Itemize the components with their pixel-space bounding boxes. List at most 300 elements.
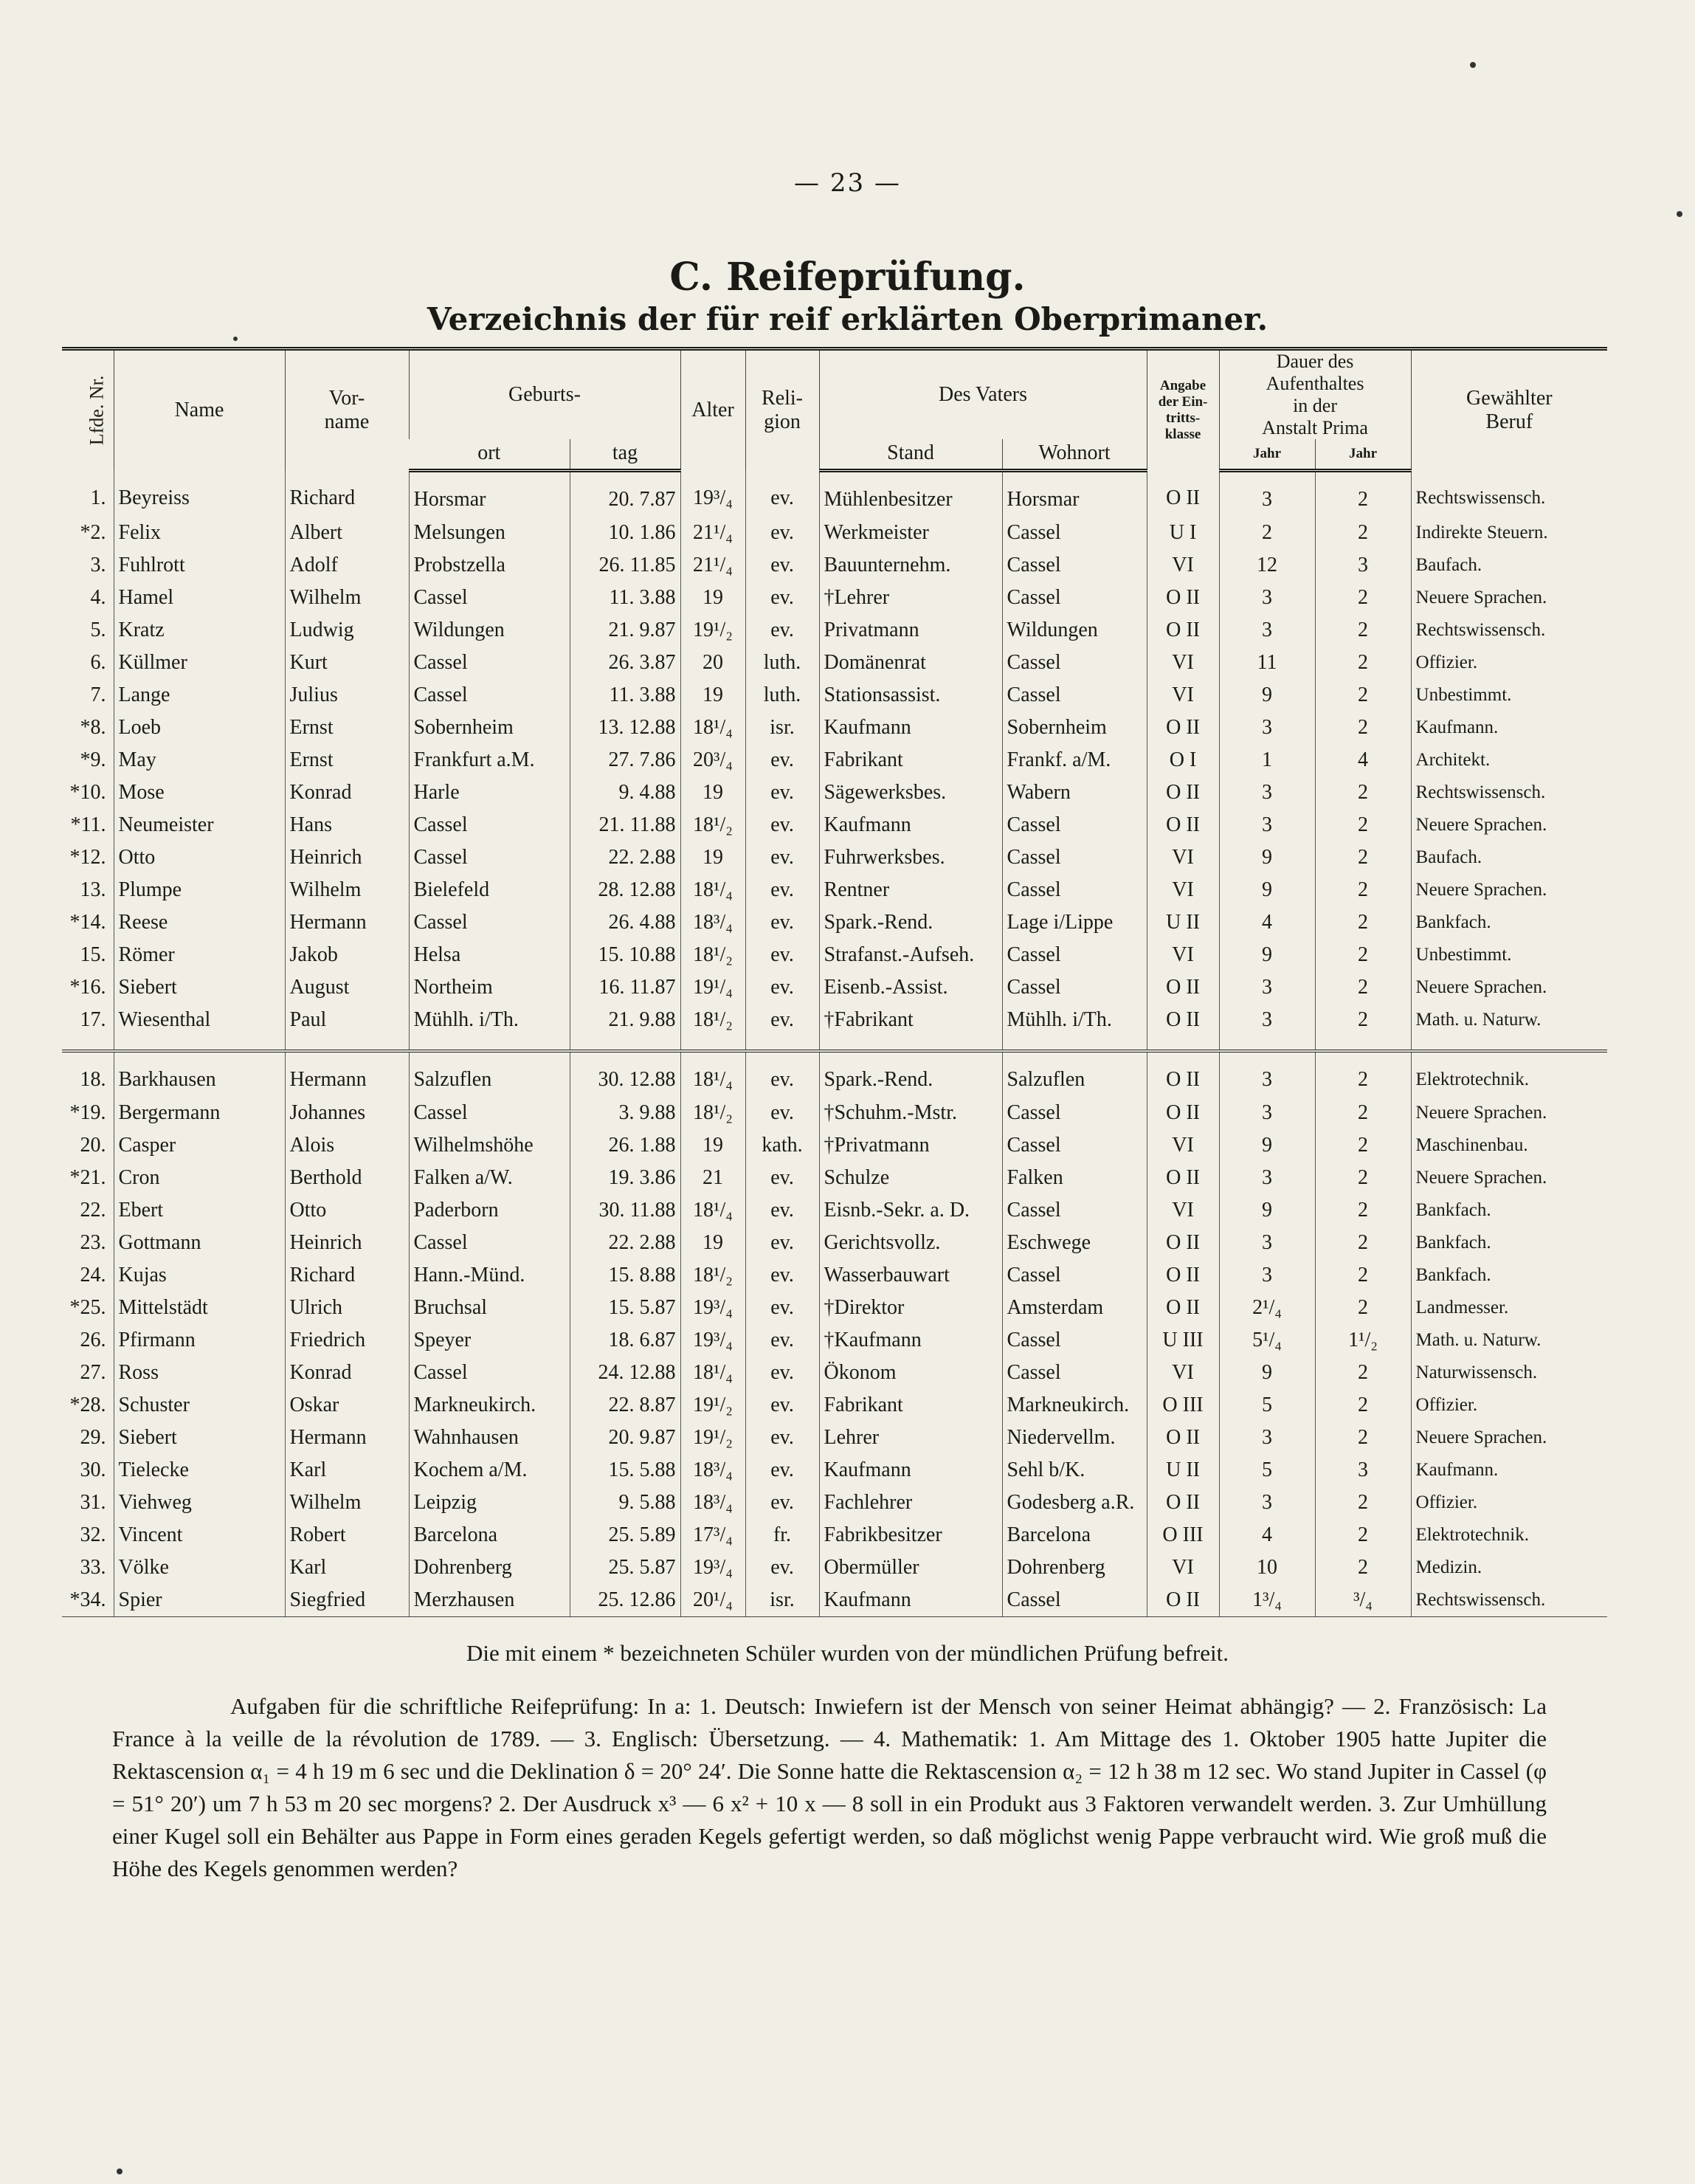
header-nr: Lfde. Nr. — [86, 375, 108, 446]
table-row — [62, 1004, 1607, 1036]
cell-tag: 9. 5.88 — [570, 1487, 680, 1519]
separator-cell — [1002, 1036, 1147, 1051]
table-row — [62, 1487, 1607, 1519]
cell-wohnort: Cassel — [1002, 647, 1147, 679]
cell-name: Casper — [114, 1129, 285, 1162]
cell-wohnort: Cassel — [1002, 809, 1147, 841]
cell-tag: 22. 8.87 — [570, 1389, 680, 1422]
cell-vorname: Berthold — [285, 1162, 409, 1194]
section-title: C. Reifeprüfung. — [669, 255, 1026, 300]
cell-rel: ev. — [745, 1227, 819, 1259]
cell-anstalt: 3 — [1219, 614, 1315, 647]
cell-beruf: Rechtswissensch. — [1411, 776, 1607, 809]
cell-rel: ev. — [745, 1422, 819, 1454]
cell-tag: 26. 4.88 — [570, 906, 680, 939]
cell-stand: †Lehrer — [819, 582, 1002, 614]
cell-beruf: Neuere Sprachen. — [1411, 971, 1607, 1004]
cell-beruf: Bankfach. — [1411, 1259, 1607, 1292]
cell-stand: Spark.-Rend. — [819, 1051, 1002, 1097]
cell-alter: 19 — [680, 776, 745, 809]
cell-anstalt: 9 — [1219, 874, 1315, 906]
cell-prima: 2 — [1315, 1357, 1411, 1389]
cell-tag: 20. 7.87 — [570, 470, 680, 517]
cell-wohnort: Eschwege — [1002, 1227, 1147, 1259]
cell-wohnort: Dohrenberg — [1002, 1551, 1147, 1584]
cell-prima: 2 — [1315, 614, 1411, 647]
cell-wohnort: Wabern — [1002, 776, 1147, 809]
cell-tag: 22. 2.88 — [570, 841, 680, 874]
cell-rel: ev. — [745, 1292, 819, 1324]
cell-stand: Eisenb.-Assist. — [819, 971, 1002, 1004]
cell-ort: Leipzig — [409, 1487, 570, 1519]
cell-nr: 31. — [80, 1490, 106, 1514]
cell-stand: †Schuhm.-Mstr. — [819, 1097, 1002, 1129]
cell-vorname: Adolf — [285, 549, 409, 582]
cell-beruf: Kaufmann. — [1411, 1454, 1607, 1487]
cell-name: Kratz — [114, 614, 285, 647]
cell-ort: Cassel — [409, 906, 570, 939]
cell-vorname: Konrad — [285, 1357, 409, 1389]
cell-alter: 21¹/₄ — [680, 517, 745, 549]
cell-alter: 18¹/₂ — [680, 1004, 745, 1036]
cell-wohnort: Lage i/Lippe — [1002, 906, 1147, 939]
cell-wohnort: Cassel — [1002, 517, 1147, 549]
cell-ort: Cassel — [409, 647, 570, 679]
cell-alter: 18³/₄ — [680, 1454, 745, 1487]
speck-mark — [1470, 62, 1476, 68]
cell-anstalt: 3 — [1219, 1162, 1315, 1194]
cell-alter: 21¹/₄ — [680, 549, 745, 582]
group-separator — [62, 1036, 1607, 1051]
separator-cell — [1411, 1036, 1607, 1051]
cell-tag: 26. 11.85 — [570, 549, 680, 582]
cell-stand: Kaufmann — [819, 712, 1002, 744]
cell-ort: Cassel — [409, 582, 570, 614]
cell-stand: Rentner — [819, 874, 1002, 906]
cell-wohnort: Cassel — [1002, 1097, 1147, 1129]
cell-stand: Fabrikant — [819, 1389, 1002, 1422]
cell-nr: *10. — [69, 780, 106, 804]
cell-anstalt: 1 — [1219, 744, 1315, 776]
cell-alter: 19³/₄ — [680, 1324, 745, 1357]
cell-vorname: Richard — [285, 1259, 409, 1292]
cell-klasse: O II — [1147, 1227, 1219, 1259]
cell-prima: ³/₄ — [1315, 1584, 1411, 1617]
cell-prima: 1¹/₂ — [1315, 1324, 1411, 1357]
cell-klasse: VI — [1147, 1194, 1219, 1227]
header-geburts: Geburts- — [409, 349, 680, 439]
cell-ort: Horsmar — [409, 470, 570, 517]
cell-tag: 22. 2.88 — [570, 1227, 680, 1259]
separator-cell — [1315, 1036, 1411, 1051]
cell-stand: Domänenrat — [819, 647, 1002, 679]
cell-tag: 25. 5.87 — [570, 1551, 680, 1584]
cell-wohnort: Cassel — [1002, 1194, 1147, 1227]
cell-prima: 2 — [1315, 1519, 1411, 1551]
cell-rel: ev. — [745, 906, 819, 939]
cell-name: Siebert — [114, 1422, 285, 1454]
cell-anstalt: 3 — [1219, 776, 1315, 809]
cell-ort: Probstzella — [409, 549, 570, 582]
cell-tag: 19. 3.86 — [570, 1162, 680, 1194]
cell-wohnort: Sehl b/K. — [1002, 1454, 1147, 1487]
header-dauer: Dauer des Aufenthaltes in der Anstalt Prima — [1219, 349, 1411, 439]
cell-name: Viehweg — [114, 1487, 285, 1519]
cell-prima: 2 — [1315, 809, 1411, 841]
cell-nr: *16. — [69, 975, 106, 999]
cell-alter: 21 — [680, 1162, 745, 1194]
cell-alter: 19¹/₄ — [680, 971, 745, 1004]
cell-vorname: Jakob — [285, 939, 409, 971]
cell-beruf: Kaufmann. — [1411, 712, 1607, 744]
cell-klasse: U II — [1147, 906, 1219, 939]
cell-stand: Stationsassist. — [819, 679, 1002, 712]
cell-alter: 18¹/₂ — [680, 1097, 745, 1129]
cell-tag: 28. 12.88 — [570, 874, 680, 906]
cell-rel: ev. — [745, 939, 819, 971]
table-row — [62, 971, 1607, 1004]
cell-stand: Mühlenbesitzer — [819, 470, 1002, 517]
cell-klasse: VI — [1147, 647, 1219, 679]
cell-ort: Melsungen — [409, 517, 570, 549]
cell-nr: 3. — [90, 553, 106, 576]
cell-klasse: VI — [1147, 939, 1219, 971]
cell-ort: Markneukirch. — [409, 1389, 570, 1422]
table-row — [62, 874, 1607, 906]
cell-alter: 18¹/₄ — [680, 1194, 745, 1227]
cell-stand: †Direktor — [819, 1292, 1002, 1324]
cell-beruf: Neuere Sprachen. — [1411, 1097, 1607, 1129]
cell-anstalt: 3 — [1219, 1422, 1315, 1454]
cell-stand: Bauunternehm. — [819, 549, 1002, 582]
cell-alter: 19¹/₂ — [680, 614, 745, 647]
cell-tag: 15. 5.88 — [570, 1454, 680, 1487]
cell-name: Reese — [114, 906, 285, 939]
cell-anstalt: 1³/₄ — [1219, 1584, 1315, 1617]
cell-prima: 2 — [1315, 647, 1411, 679]
cell-name: Hamel — [114, 582, 285, 614]
cell-rel: ev. — [745, 971, 819, 1004]
cell-alter: 19 — [680, 841, 745, 874]
separator-cell — [62, 1036, 114, 1051]
cell-alter: 20³/₄ — [680, 744, 745, 776]
cell-klasse: O II — [1147, 470, 1219, 517]
cell-anstalt: 12 — [1219, 549, 1315, 582]
cell-rel: ev. — [745, 776, 819, 809]
cell-prima: 2 — [1315, 1194, 1411, 1227]
cell-prima: 2 — [1315, 939, 1411, 971]
cell-stand: Fachlehrer — [819, 1487, 1002, 1519]
separator-cell — [819, 1036, 1002, 1051]
cell-anstalt: 4 — [1219, 1519, 1315, 1551]
cell-vorname: Albert — [285, 517, 409, 549]
cell-rel: ev. — [745, 1454, 819, 1487]
cell-beruf: Neuere Sprachen. — [1411, 874, 1607, 906]
cell-nr: *25. — [69, 1295, 106, 1319]
table-row — [62, 906, 1607, 939]
cell-name: Lange — [114, 679, 285, 712]
table-row — [62, 841, 1607, 874]
cell-klasse: U I — [1147, 517, 1219, 549]
cell-name: Ebert — [114, 1194, 285, 1227]
cell-tag: 15. 5.87 — [570, 1292, 680, 1324]
cell-name: Römer — [114, 939, 285, 971]
cell-wohnort: Cassel — [1002, 971, 1147, 1004]
cell-ort: Barcelona — [409, 1519, 570, 1551]
speck-mark — [117, 2169, 122, 2174]
header-beruf: Gewählter Beruf — [1411, 349, 1607, 471]
cell-rel: kath. — [745, 1129, 819, 1162]
cell-klasse: O I — [1147, 744, 1219, 776]
cell-klasse: VI — [1147, 679, 1219, 712]
header-jahr-prima: Jahr — [1315, 439, 1411, 471]
cell-vorname: Konrad — [285, 776, 409, 809]
cell-alter: 18¹/₄ — [680, 874, 745, 906]
cell-anstalt: 3 — [1219, 809, 1315, 841]
cell-vorname: Heinrich — [285, 1227, 409, 1259]
cell-vorname: Julius — [285, 679, 409, 712]
cell-beruf: Elektrotechnik. — [1411, 1519, 1607, 1551]
cell-nr: 32. — [80, 1523, 106, 1546]
cell-prima: 2 — [1315, 1004, 1411, 1036]
separator-cell — [745, 1036, 819, 1051]
cell-alter: 20 — [680, 647, 745, 679]
cell-ort: Speyer — [409, 1324, 570, 1357]
cell-anstalt: 3 — [1219, 1051, 1315, 1097]
cell-klasse: VI — [1147, 1129, 1219, 1162]
cell-vorname: Robert — [285, 1519, 409, 1551]
cell-stand: Spark.-Rend. — [819, 906, 1002, 939]
cell-stand: Fuhrwerksbes. — [819, 841, 1002, 874]
cell-beruf: Neuere Sprachen. — [1411, 1422, 1607, 1454]
cell-rel: ev. — [745, 1097, 819, 1129]
cell-klasse: O II — [1147, 1487, 1219, 1519]
separator-cell — [1147, 1036, 1219, 1051]
cell-rel: ev. — [745, 1004, 819, 1036]
cell-prima: 2 — [1315, 906, 1411, 939]
cell-vorname: Hermann — [285, 906, 409, 939]
cell-nr: 18. — [80, 1067, 106, 1091]
cell-tag: 27. 7.86 — [570, 744, 680, 776]
table-row — [62, 1292, 1607, 1324]
cell-ort: Bielefeld — [409, 874, 570, 906]
cell-alter: 20¹/₄ — [680, 1584, 745, 1617]
cell-nr: *28. — [69, 1393, 106, 1416]
cell-vorname: Richard — [285, 470, 409, 517]
table-row — [62, 679, 1607, 712]
cell-anstalt: 3 — [1219, 1227, 1315, 1259]
cell-tag: 24. 12.88 — [570, 1357, 680, 1389]
cell-stand: †Kaufmann — [819, 1324, 1002, 1357]
cell-stand: Privatmann — [819, 614, 1002, 647]
cell-vorname: Karl — [285, 1551, 409, 1584]
table-row — [62, 1129, 1607, 1162]
page-number: — 23 — — [794, 168, 901, 198]
header-name: Name — [114, 349, 285, 471]
cell-rel: ev. — [745, 1194, 819, 1227]
cell-beruf: Elektrotechnik. — [1411, 1051, 1607, 1097]
cell-ort: Falken a/W. — [409, 1162, 570, 1194]
table-row — [62, 712, 1607, 744]
cell-alter: 19 — [680, 1129, 745, 1162]
cell-prima: 2 — [1315, 1051, 1411, 1097]
cell-alter: 19³/₄ — [680, 1292, 745, 1324]
cell-nr: 24. — [80, 1263, 106, 1286]
cell-prima: 2 — [1315, 679, 1411, 712]
cell-vorname: Paul — [285, 1004, 409, 1036]
cell-ort: Cassel — [409, 1097, 570, 1129]
cell-name: Neumeister — [114, 809, 285, 841]
cell-klasse: U II — [1147, 1454, 1219, 1487]
cell-ort: Harle — [409, 776, 570, 809]
cell-ort: Cassel — [409, 841, 570, 874]
cell-beruf: Neuere Sprachen. — [1411, 582, 1607, 614]
table-row — [62, 809, 1607, 841]
cell-name: Barkhausen — [114, 1051, 285, 1097]
cell-klasse: VI — [1147, 841, 1219, 874]
cell-beruf: Math. u. Naturw. — [1411, 1004, 1607, 1036]
cell-name: Völke — [114, 1551, 285, 1584]
cell-nr: 17. — [80, 1007, 106, 1031]
cell-anstalt: 3 — [1219, 582, 1315, 614]
table-row — [62, 1194, 1607, 1227]
cell-nr: *21. — [69, 1165, 106, 1189]
cell-rel: ev. — [745, 614, 819, 647]
cell-vorname: Wilhelm — [285, 582, 409, 614]
cell-tag: 30. 11.88 — [570, 1194, 680, 1227]
cell-stand: Wasserbauwart — [819, 1259, 1002, 1292]
cell-rel: isr. — [745, 712, 819, 744]
cell-ort: Merzhausen — [409, 1584, 570, 1617]
cell-stand: Eisnb.-Sekr. a. D. — [819, 1194, 1002, 1227]
cell-klasse: O II — [1147, 1162, 1219, 1194]
cell-rel: ev. — [745, 809, 819, 841]
cell-beruf: Maschinenbau. — [1411, 1129, 1607, 1162]
cell-wohnort: Cassel — [1002, 841, 1147, 874]
cell-name: Tielecke — [114, 1454, 285, 1487]
cell-anstalt: 3 — [1219, 1004, 1315, 1036]
cell-prima: 2 — [1315, 470, 1411, 517]
table-row — [62, 939, 1607, 971]
cell-prima: 2 — [1315, 841, 1411, 874]
cell-rel: isr. — [745, 1584, 819, 1617]
table-row — [62, 1422, 1607, 1454]
cell-ort: Kochem a/M. — [409, 1454, 570, 1487]
cell-wohnort: Cassel — [1002, 1259, 1147, 1292]
cell-nr: 13. — [80, 878, 106, 901]
cell-alter: 18³/₄ — [680, 906, 745, 939]
table-row — [62, 517, 1607, 549]
cell-klasse: VI — [1147, 1357, 1219, 1389]
cell-ort: Wilhelmshöhe — [409, 1129, 570, 1162]
cell-beruf: Offizier. — [1411, 647, 1607, 679]
cell-rel: ev. — [745, 1162, 819, 1194]
table-row — [62, 1519, 1607, 1551]
speck-mark — [1677, 211, 1682, 217]
table-row — [62, 1259, 1607, 1292]
cell-ort: Sobernheim — [409, 712, 570, 744]
cell-rel: ev. — [745, 841, 819, 874]
cell-tag: 13. 12.88 — [570, 712, 680, 744]
cell-name: Otto — [114, 841, 285, 874]
cell-name: Schuster — [114, 1389, 285, 1422]
cell-name: Fuhlrott — [114, 549, 285, 582]
cell-rel: ev. — [745, 1259, 819, 1292]
cell-nr: 4. — [90, 585, 106, 609]
cell-prima: 2 — [1315, 712, 1411, 744]
cell-wohnort: Cassel — [1002, 679, 1147, 712]
cell-ort: Cassel — [409, 1227, 570, 1259]
cell-ort: Northeim — [409, 971, 570, 1004]
cell-tag: 15. 10.88 — [570, 939, 680, 971]
cell-prima: 2 — [1315, 517, 1411, 549]
cell-nr: 26. — [80, 1328, 106, 1351]
cell-anstalt: 9 — [1219, 939, 1315, 971]
cell-nr: 33. — [80, 1555, 106, 1579]
cell-stand: †Fabrikant — [819, 1004, 1002, 1036]
separator-cell — [409, 1036, 570, 1051]
cell-nr: 7. — [90, 683, 106, 706]
cell-prima: 3 — [1315, 549, 1411, 582]
cell-vorname: Wilhelm — [285, 1487, 409, 1519]
cell-anstalt: 5¹/₄ — [1219, 1324, 1315, 1357]
cell-beruf: Baufach. — [1411, 549, 1607, 582]
cell-stand: Gerichtsvollz. — [819, 1227, 1002, 1259]
cell-wohnort: Niedervellm. — [1002, 1422, 1147, 1454]
cell-klasse: O II — [1147, 1051, 1219, 1097]
header-eintritt: Angabe der Ein- tritts- klasse — [1147, 349, 1219, 471]
cell-tag: 10. 1.86 — [570, 517, 680, 549]
cell-rel: ev. — [745, 1487, 819, 1519]
table-row — [62, 549, 1607, 582]
cell-alter: 19 — [680, 679, 745, 712]
separator-cell — [1219, 1036, 1315, 1051]
cell-beruf: Bankfach. — [1411, 1194, 1607, 1227]
cell-tag: 21. 9.87 — [570, 614, 680, 647]
cell-prima: 2 — [1315, 1389, 1411, 1422]
cell-vorname: Alois — [285, 1129, 409, 1162]
cell-klasse: O III — [1147, 1519, 1219, 1551]
cell-nr: *2. — [80, 520, 106, 544]
cell-stand: Kaufmann — [819, 809, 1002, 841]
cell-wohnort: Cassel — [1002, 1357, 1147, 1389]
cell-anstalt: 4 — [1219, 906, 1315, 939]
cell-beruf: Indirekte Steuern. — [1411, 517, 1607, 549]
cell-beruf: Neuere Sprachen. — [1411, 1162, 1607, 1194]
cell-alter: 19 — [680, 1227, 745, 1259]
cell-anstalt: 2 — [1219, 517, 1315, 549]
separator-cell — [285, 1036, 409, 1051]
cell-stand: Kaufmann — [819, 1454, 1002, 1487]
cell-tag: 25. 5.89 — [570, 1519, 680, 1551]
cell-nr: 30. — [80, 1458, 106, 1481]
cell-klasse: O II — [1147, 1422, 1219, 1454]
cell-tag: 26. 1.88 — [570, 1129, 680, 1162]
cell-ort: Frankfurt a.M. — [409, 744, 570, 776]
cell-vorname: Ulrich — [285, 1292, 409, 1324]
cell-stand: Obermüller — [819, 1551, 1002, 1584]
cell-ort: Mühlh. i/Th. — [409, 1004, 570, 1036]
cell-wohnort: Cassel — [1002, 874, 1147, 906]
cell-wohnort: Mühlh. i/Th. — [1002, 1004, 1147, 1036]
cell-beruf: Math. u. Naturw. — [1411, 1324, 1607, 1357]
cell-nr: *11. — [70, 813, 106, 836]
cell-beruf: Landmesser. — [1411, 1292, 1607, 1324]
table-row — [62, 614, 1607, 647]
cell-tag: 18. 6.87 — [570, 1324, 680, 1357]
separator-cell — [114, 1036, 285, 1051]
cell-wohnort: Wildungen — [1002, 614, 1147, 647]
